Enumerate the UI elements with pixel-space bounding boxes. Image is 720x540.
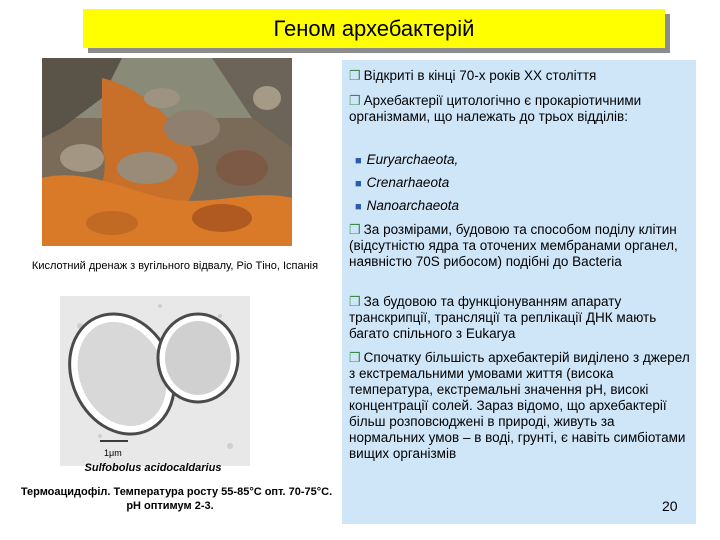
micrograph-image [60,296,250,466]
checkbox-bullet-icon: ❒ [349,294,361,309]
point-5: ❒ Спочатку більшість архебактерій виділено з джерел з екстремальними умовами життя (висока температура, екстремальні значення pH, високі концентрації солей. Зараз відомо, що архебактерії більш розповсюджені в природі, живуть за нормальних умов – в воді, грунті, є навіть симбіотами вищих організмів [349,350,690,461]
square-bullet-icon: ■ [355,201,362,213]
bottom-caption-line1: Термоацидофіл. Температура росту 55-85°C опт. 70-75°C. [20,486,333,498]
point-1: ❒ Відкриті в кінці 70-х років XX століття [349,68,597,83]
square-bullet-icon: ■ [355,155,362,167]
point-4: ❒ За будовою та функціонуванням апарату транскрипції, трансляції та реплікації ДНК мають багато спільного з Eukarya [349,294,657,341]
checkbox-bullet-icon: ❒ [349,93,361,108]
checkbox-bullet-icon: ❒ [349,68,361,83]
scale-label: 1μm [104,448,122,458]
page-number: 20 [662,498,678,514]
photo-caption: Кислотний дренаж з вугільного відвалу, Ріо Тіно, Іспанія [31,260,319,272]
acid-drainage-photo [42,58,292,246]
division-1: ■ Euryarchaeota, [355,152,459,167]
title-bar [83,9,665,48]
division-3: ■ Nanoarchaeota [355,198,459,213]
bottom-caption-line2: pH оптимум 2-3. [126,500,214,512]
point-3: ❒ За розмірами, будовою та способом поділу клітин (відсутністю ядра та оточених мембранами органел, наявністю 70S рибосом) подібні до Bacteria [349,222,678,269]
checkbox-bullet-icon: ❒ [349,350,361,365]
square-bullet-icon: ■ [355,178,362,190]
slide-title: Геном архебактерій [273,15,475,41]
micrograph-label: Sulfobolus acidocaldarius [84,462,222,474]
point-2: ❒ Архебактерії цитологічно є прокаріотичними організмами, що належать до трьох відділів: [349,93,642,124]
checkbox-bullet-icon: ❒ [349,222,361,237]
division-2: ■ Crenarhaeota [355,175,450,190]
